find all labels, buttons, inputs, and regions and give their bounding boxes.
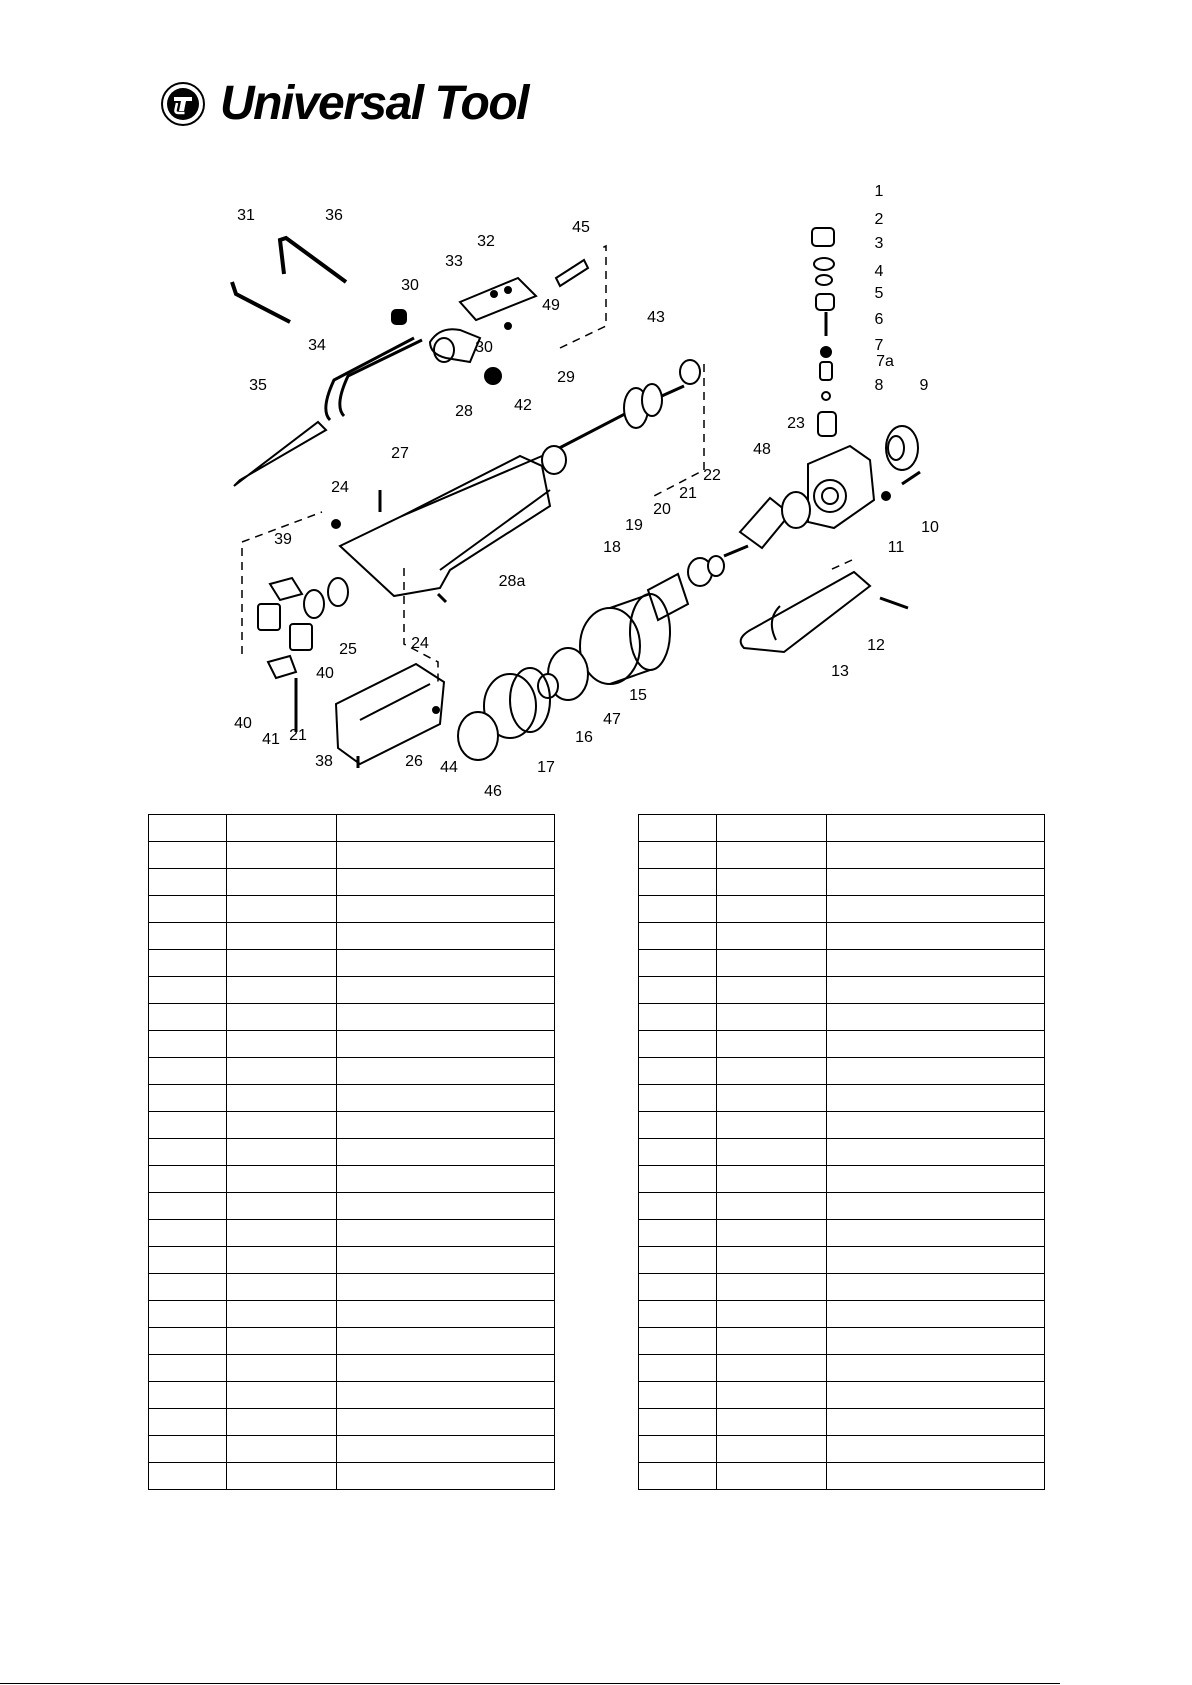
- table-cell: [149, 869, 227, 896]
- callout-label: 18: [603, 539, 621, 556]
- part-bracket-39: [270, 578, 302, 600]
- callout-label: 5: [874, 285, 884, 302]
- table-cell: [227, 815, 337, 842]
- parts-table-left: [148, 814, 555, 1490]
- table-cell: [337, 977, 555, 1004]
- callout-label: 45: [572, 219, 590, 236]
- callout-label: 16: [575, 729, 593, 746]
- part-blade-pair-34: [326, 338, 422, 420]
- callout-label: 8: [874, 377, 884, 394]
- table-cell: [827, 1247, 1045, 1274]
- table-cell: [717, 1166, 827, 1193]
- table-cell: [717, 896, 827, 923]
- part-gasket-46: [458, 712, 498, 760]
- table-cell: [149, 1382, 227, 1409]
- table-row: [639, 869, 1045, 896]
- callout-label: 19: [625, 517, 643, 534]
- callout-label: 24: [331, 479, 349, 496]
- callout-label: 7: [874, 337, 884, 354]
- table-cell: [337, 1139, 555, 1166]
- table-cell: [827, 1085, 1045, 1112]
- table-row: [149, 1058, 555, 1085]
- callout-label: 47: [603, 711, 621, 728]
- parts-table-right: [638, 814, 1045, 1490]
- table-row: [639, 815, 1045, 842]
- callout-label: 25: [339, 641, 357, 658]
- table-cell: [717, 1355, 827, 1382]
- table-cell: [149, 1247, 227, 1274]
- callout-label: 22: [703, 467, 721, 484]
- table-row: [639, 1139, 1045, 1166]
- table-cell: [717, 1409, 827, 1436]
- part-blade-35: [234, 422, 326, 486]
- table-cell: [639, 1382, 717, 1409]
- callout-label: 31: [237, 207, 255, 224]
- callout-label: 44: [440, 759, 458, 776]
- table-cell: [827, 1382, 1045, 1409]
- callout-label: 30: [475, 339, 493, 356]
- table-cell: [149, 842, 227, 869]
- table-cell: [337, 1112, 555, 1139]
- callout-label: 39: [274, 531, 292, 548]
- parts-table-left-body: [149, 815, 555, 1490]
- table-cell: [149, 1409, 227, 1436]
- table-cell: [827, 815, 1045, 842]
- table-cell: [827, 1058, 1045, 1085]
- part-screw-10: [902, 472, 920, 484]
- table-cell: [337, 1355, 555, 1382]
- table-row: [639, 1220, 1045, 1247]
- table-cell: [639, 1004, 717, 1031]
- table-cell: [337, 1193, 555, 1220]
- part-washer-42: [542, 446, 566, 474]
- table-row: [149, 1328, 555, 1355]
- table-cell: [827, 1004, 1045, 1031]
- table-row: [639, 842, 1045, 869]
- table-row: [639, 896, 1045, 923]
- table-row: [639, 1382, 1045, 1409]
- part-clamp-33: [430, 329, 480, 362]
- table-cell: [227, 1301, 337, 1328]
- table-cell: [717, 1058, 827, 1085]
- table-row: [149, 1463, 555, 1490]
- table-cell: [337, 1274, 555, 1301]
- table-cell: [149, 1085, 227, 1112]
- footer-rule: [0, 1683, 1060, 1684]
- table-cell: [717, 869, 827, 896]
- table-cell: [639, 1247, 717, 1274]
- part-hex-key-36: [280, 238, 346, 282]
- table-row: [639, 1166, 1045, 1193]
- table-row: [149, 896, 555, 923]
- table-cell: [149, 1031, 227, 1058]
- table-cell: [717, 950, 827, 977]
- table-cell: [337, 1247, 555, 1274]
- table-cell: [717, 1220, 827, 1247]
- table-cell: [149, 1058, 227, 1085]
- table-cell: [827, 1112, 1045, 1139]
- table-cell: [717, 1328, 827, 1355]
- table-row: [639, 977, 1045, 1004]
- table-cell: [827, 1328, 1045, 1355]
- table-row: [149, 869, 555, 896]
- table-cell: [717, 1274, 827, 1301]
- table-row: [149, 923, 555, 950]
- callout-label: 46: [484, 783, 502, 800]
- table-cell: [717, 1193, 827, 1220]
- part-washer-43: [680, 360, 700, 384]
- table-cell: [227, 923, 337, 950]
- table-cell: [639, 1301, 717, 1328]
- table-cell: [149, 950, 227, 977]
- table-cell: [717, 1301, 827, 1328]
- table-cell: [639, 1220, 717, 1247]
- table-cell: [639, 1166, 717, 1193]
- callout-label: 29: [557, 369, 575, 386]
- table-row: [639, 1274, 1045, 1301]
- callout-label: 7a: [876, 353, 894, 370]
- callout-label: 40: [234, 715, 252, 732]
- table-cell: [717, 1112, 827, 1139]
- table-cell: [337, 1436, 555, 1463]
- part-screw-24b: [332, 520, 340, 528]
- part-screw-24: [438, 594, 446, 602]
- table-row: [639, 1328, 1045, 1355]
- table-cell: [149, 1139, 227, 1166]
- table-cell: [227, 1382, 337, 1409]
- table-cell: [827, 977, 1045, 1004]
- table-row: [639, 1301, 1045, 1328]
- table-cell: [639, 1193, 717, 1220]
- parts-table-right-body: [639, 815, 1045, 1490]
- callout-label: 38: [315, 753, 333, 770]
- table-cell: [827, 1031, 1045, 1058]
- table-row: [639, 1112, 1045, 1139]
- table-cell: [717, 842, 827, 869]
- table-cell: [717, 1436, 827, 1463]
- table-cell: [827, 1436, 1045, 1463]
- table-cell: [827, 950, 1045, 977]
- part-shaft-29: [544, 384, 684, 456]
- table-row: [639, 1463, 1045, 1490]
- callout-label: 35: [249, 377, 267, 394]
- callout-label: 30: [401, 277, 419, 294]
- part-bushing-25: [304, 578, 348, 618]
- table-cell: [717, 1031, 827, 1058]
- part-valve-stack-1-8: [812, 228, 836, 436]
- table-cell: [639, 923, 717, 950]
- table-cell: [639, 1355, 717, 1382]
- table-row: [149, 1247, 555, 1274]
- table-cell: [827, 896, 1045, 923]
- callout-label: 15: [629, 687, 647, 704]
- table-cell: [337, 1058, 555, 1085]
- table-cell: [227, 1058, 337, 1085]
- callout-label: 28a: [498, 573, 526, 590]
- table-cell: [149, 1166, 227, 1193]
- table-cell: [827, 1274, 1045, 1301]
- table-cell: [149, 896, 227, 923]
- table-cell: [149, 1463, 227, 1490]
- table-row: [639, 1085, 1045, 1112]
- table-cell: [149, 1355, 227, 1382]
- table-row: [149, 1220, 555, 1247]
- table-cell: [337, 1382, 555, 1409]
- table-cell: [227, 1112, 337, 1139]
- part-blade-holder-32: [460, 278, 536, 320]
- table-cell: [227, 1247, 337, 1274]
- table-cell: [337, 1031, 555, 1058]
- callout-label: 20: [653, 501, 671, 518]
- part-set-screw-45: [556, 260, 588, 286]
- table-cell: [639, 1112, 717, 1139]
- table-cell: [337, 1409, 555, 1436]
- table-cell: [227, 1085, 337, 1112]
- callout-label: 32: [477, 233, 495, 250]
- table-cell: [717, 1004, 827, 1031]
- table-cell: [227, 1139, 337, 1166]
- table-cell: [227, 869, 337, 896]
- table-cell: [827, 1139, 1045, 1166]
- table-cell: [717, 1247, 827, 1274]
- table-cell: [149, 815, 227, 842]
- callout-label: 2: [874, 211, 884, 228]
- table-cell: [827, 1220, 1045, 1247]
- table-row: [149, 1139, 555, 1166]
- callout-label: 27: [391, 445, 409, 462]
- table-cell: [227, 1004, 337, 1031]
- part-handle-13: [741, 572, 870, 652]
- callout-label: 1: [874, 183, 884, 200]
- table-cell: [827, 1463, 1045, 1490]
- table-cell: [639, 950, 717, 977]
- table-cell: [337, 842, 555, 869]
- table-row: [639, 1193, 1045, 1220]
- table-cell: [717, 1085, 827, 1112]
- table-row: [149, 1112, 555, 1139]
- callout-label: 43: [647, 309, 665, 326]
- table-row: [639, 1058, 1045, 1085]
- callout-label: 12: [867, 637, 885, 654]
- table-cell: [227, 1220, 337, 1247]
- table-cell: [717, 1139, 827, 1166]
- table-row: [639, 1031, 1045, 1058]
- callout-label: 49: [542, 297, 560, 314]
- callout-label: 23: [787, 415, 805, 432]
- callout-label: 33: [445, 253, 463, 270]
- table-cell: [149, 1193, 227, 1220]
- table-row: [639, 923, 1045, 950]
- table-cell: [717, 977, 827, 1004]
- part-hex-key-31: [232, 282, 290, 322]
- table-cell: [639, 815, 717, 842]
- table-cell: [149, 1220, 227, 1247]
- table-row: [149, 1382, 555, 1409]
- table-cell: [227, 977, 337, 1004]
- table-cell: [639, 1058, 717, 1085]
- table-cell: [639, 1436, 717, 1463]
- table-row: [639, 1436, 1045, 1463]
- part-pin-44: [433, 707, 439, 713]
- table-cell: [149, 1274, 227, 1301]
- part-pin-12: [880, 598, 908, 608]
- table-cell: [337, 923, 555, 950]
- table-cell: [337, 869, 555, 896]
- table-row: [639, 1004, 1045, 1031]
- table-row: [149, 1193, 555, 1220]
- callout-label: 13: [831, 663, 849, 680]
- table-cell: [149, 1328, 227, 1355]
- table-cell: [337, 1004, 555, 1031]
- table-cell: [717, 923, 827, 950]
- part-block-40a: [258, 604, 280, 630]
- table-row: [149, 1166, 555, 1193]
- part-washer-11: [882, 492, 890, 500]
- table-cell: [639, 1409, 717, 1436]
- table-cell: [639, 896, 717, 923]
- table-row: [149, 977, 555, 1004]
- table-cell: [149, 1112, 227, 1139]
- table-row: [639, 1409, 1045, 1436]
- table-cell: [337, 896, 555, 923]
- part-cap-9: [886, 426, 918, 470]
- exploded-parts-diagram: [0, 0, 1192, 810]
- callout-label: 36: [325, 207, 343, 224]
- table-cell: [149, 1301, 227, 1328]
- table-cell: [827, 1355, 1045, 1382]
- callout-label: 11: [887, 539, 905, 556]
- part-spring-21: [724, 546, 748, 556]
- table-row: [639, 1247, 1045, 1274]
- part-nut-30b: [485, 368, 501, 384]
- table-cell: [337, 1166, 555, 1193]
- table-cell: [827, 869, 1045, 896]
- table-row: [149, 1409, 555, 1436]
- callout-label: 40: [316, 665, 334, 682]
- callout-label: 48: [753, 441, 771, 458]
- table-row: [149, 1085, 555, 1112]
- part-bearing-19-20: [688, 556, 724, 586]
- callout-label: 17: [537, 759, 555, 776]
- part-pin-49: [505, 323, 511, 329]
- table-cell: [639, 1463, 717, 1490]
- callout-label: 41: [262, 731, 280, 748]
- callout-label: 3: [874, 235, 884, 252]
- callout-label: 6: [874, 311, 884, 328]
- callout-label: 21: [679, 485, 697, 502]
- table-cell: [827, 1193, 1045, 1220]
- table-cell: [639, 869, 717, 896]
- table-cell: [717, 1382, 827, 1409]
- table-cell: [827, 842, 1045, 869]
- table-cell: [227, 1409, 337, 1436]
- table-cell: [337, 815, 555, 842]
- table-cell: [827, 1166, 1045, 1193]
- table-cell: [639, 977, 717, 1004]
- table-cell: [227, 1274, 337, 1301]
- callout-label: 28: [455, 403, 473, 420]
- brand-name: Universal Tool: [220, 77, 528, 130]
- table-cell: [227, 1193, 337, 1220]
- callout-label: 10: [921, 519, 939, 536]
- table-cell: [827, 1301, 1045, 1328]
- table-cell: [639, 1139, 717, 1166]
- table-cell: [227, 842, 337, 869]
- table-cell: [337, 1220, 555, 1247]
- table-row: [149, 950, 555, 977]
- callout-label: 21: [289, 727, 307, 744]
- table-row: [149, 1355, 555, 1382]
- callout-label: 42: [514, 397, 532, 414]
- part-motor-housing-23: [808, 446, 874, 528]
- table-cell: [639, 1328, 717, 1355]
- part-shoe-26: [336, 664, 444, 764]
- part-block-40b: [290, 624, 312, 650]
- table-cell: [149, 977, 227, 1004]
- table-row: [639, 950, 1045, 977]
- table-cell: [227, 1328, 337, 1355]
- callout-label: 24: [411, 635, 429, 652]
- table-cell: [639, 1274, 717, 1301]
- part-nut-30a: [392, 310, 406, 324]
- callout-label: 9: [919, 377, 929, 394]
- table-cell: [227, 896, 337, 923]
- table-cell: [149, 1436, 227, 1463]
- table-row: [149, 1301, 555, 1328]
- table-cell: [227, 950, 337, 977]
- callout-label: 34: [308, 337, 326, 354]
- table-row: [149, 1031, 555, 1058]
- table-cell: [639, 1085, 717, 1112]
- table-row: [149, 1274, 555, 1301]
- table-cell: [227, 1436, 337, 1463]
- table-cell: [337, 1463, 555, 1490]
- table-row: [149, 815, 555, 842]
- table-cell: [227, 1031, 337, 1058]
- table-cell: [639, 1031, 717, 1058]
- table-row: [149, 1436, 555, 1463]
- table-cell: [337, 1301, 555, 1328]
- table-row: [639, 1355, 1045, 1382]
- table-cell: [227, 1355, 337, 1382]
- table-cell: [639, 842, 717, 869]
- table-row: [149, 842, 555, 869]
- table-cell: [827, 1409, 1045, 1436]
- table-row: [149, 1004, 555, 1031]
- table-cell: [827, 923, 1045, 950]
- part-bracket-41: [268, 656, 296, 678]
- part-oring-48: [782, 492, 810, 528]
- table-cell: [227, 1166, 337, 1193]
- callout-label: 4: [874, 263, 884, 280]
- table-cell: [149, 1004, 227, 1031]
- table-cell: [337, 1085, 555, 1112]
- table-cell: [337, 1328, 555, 1355]
- table-cell: [337, 950, 555, 977]
- table-cell: [149, 923, 227, 950]
- callout-label: 26: [405, 753, 423, 770]
- table-cell: [717, 1463, 827, 1490]
- table-cell: [717, 815, 827, 842]
- table-cell: [227, 1463, 337, 1490]
